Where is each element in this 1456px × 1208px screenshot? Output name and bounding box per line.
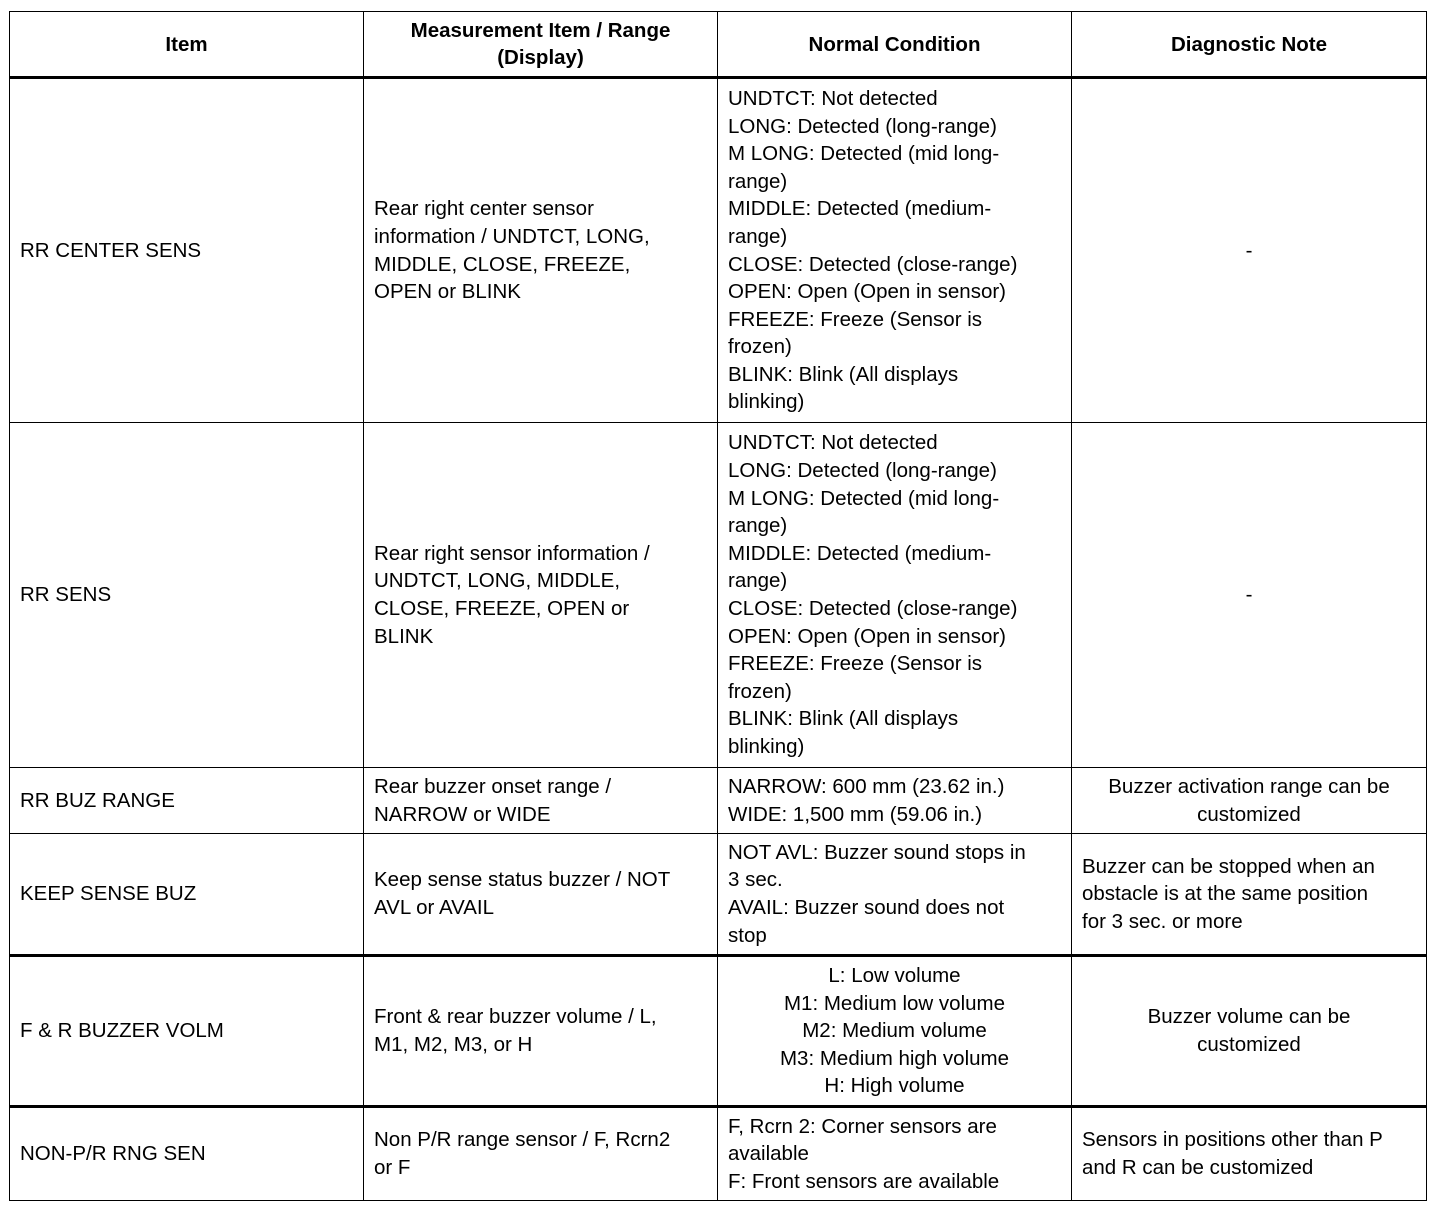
table-row [10,768,1427,834]
row-normal-condition: NOT AVL: Buzzer sound stops in 3 sec. AVAIL: Buzzer sound does not stop [718,834,1072,956]
table-header [10,12,1427,78]
table-row [10,956,1427,1107]
header-item: Item [10,12,364,78]
row-item: KEEP SENSE BUZ [10,834,364,956]
row-measurement: Rear right sensor information / UNDTCT, LONG, MIDDLE, CLOSE, FREEZE, OPEN or BLINK [364,423,718,768]
row-diagnostic-note: Sensors in positions other than P and R can be customized [1072,1107,1427,1201]
row-item: F & R BUZZER VOLM [10,956,364,1107]
row-item: RR CENTER SENS [10,78,364,423]
row-measurement: Keep sense status buzzer / NOT AVL or AVAIL [364,834,718,956]
row-normal-condition: L: Low volume M1: Medium low volume M2: Medium volume M3: Medium high volume H: High volume [718,956,1072,1107]
row-item: RR SENS [10,423,364,768]
row-diagnostic-note: Buzzer volume can be customized [1072,956,1427,1107]
row-diagnostic-note: Buzzer can be stopped when an obstacle is at the same position for 3 sec. or more [1072,834,1427,956]
row-diagnostic-note: - [1072,423,1427,768]
table-row [10,1107,1427,1201]
table-row [10,834,1427,956]
row-measurement: Front & rear buzzer volume / L, M1, M2, M3, or H [364,956,718,1107]
table-body [10,78,1427,1201]
row-measurement: Non P/R range sensor / F, Rcrn2 or F [364,1107,718,1201]
row-item: RR BUZ RANGE [10,768,364,834]
header-row [10,12,1427,78]
header-normal-condition: Normal Condition [718,12,1072,78]
row-normal-condition: NARROW: 600 mm (23.62 in.) WIDE: 1,500 mm (59.06 in.) [718,768,1072,834]
row-diagnostic-note: Buzzer activation range can be customized [1072,768,1427,834]
row-normal-condition: UNDTCT: Not detected LONG: Detected (long-range) M LONG: Detected (mid long- range) MIDDLE: Detected (medium- range) CLOSE: Detected (close-range) OPEN: Open (Open in sensor) FREEZE: Freeze (Sensor is frozen) BLINK: Blink (All displays blinking) [718,78,1072,423]
row-normal-condition: F, Rcrn 2: Corner sensors are available F: Front sensors are available [718,1107,1072,1201]
row-diagnostic-note: - [1072,78,1427,423]
diagnostic-data-table [9,11,1427,1201]
row-measurement: Rear buzzer onset range / NARROW or WIDE [364,768,718,834]
row-normal-condition: UNDTCT: Not detected LONG: Detected (long-range) M LONG: Detected (mid long- range) MIDDLE: Detected (medium- range) CLOSE: Detected (close-range) OPEN: Open (Open in sensor) FREEZE: Freeze (Sensor is frozen) BLINK: Blink (All displays blinking) [718,423,1072,768]
row-measurement: Rear right center sensor information / UNDTCT, LONG, MIDDLE, CLOSE, FREEZE, OPEN or BLINK [364,78,718,423]
row-item: NON-P/R RNG SEN [10,1107,364,1201]
header-measurement: Measurement Item / Range (Display) [364,12,718,78]
header-diagnostic-note: Diagnostic Note [1072,12,1427,78]
table-row [10,423,1427,768]
table-row [10,78,1427,423]
